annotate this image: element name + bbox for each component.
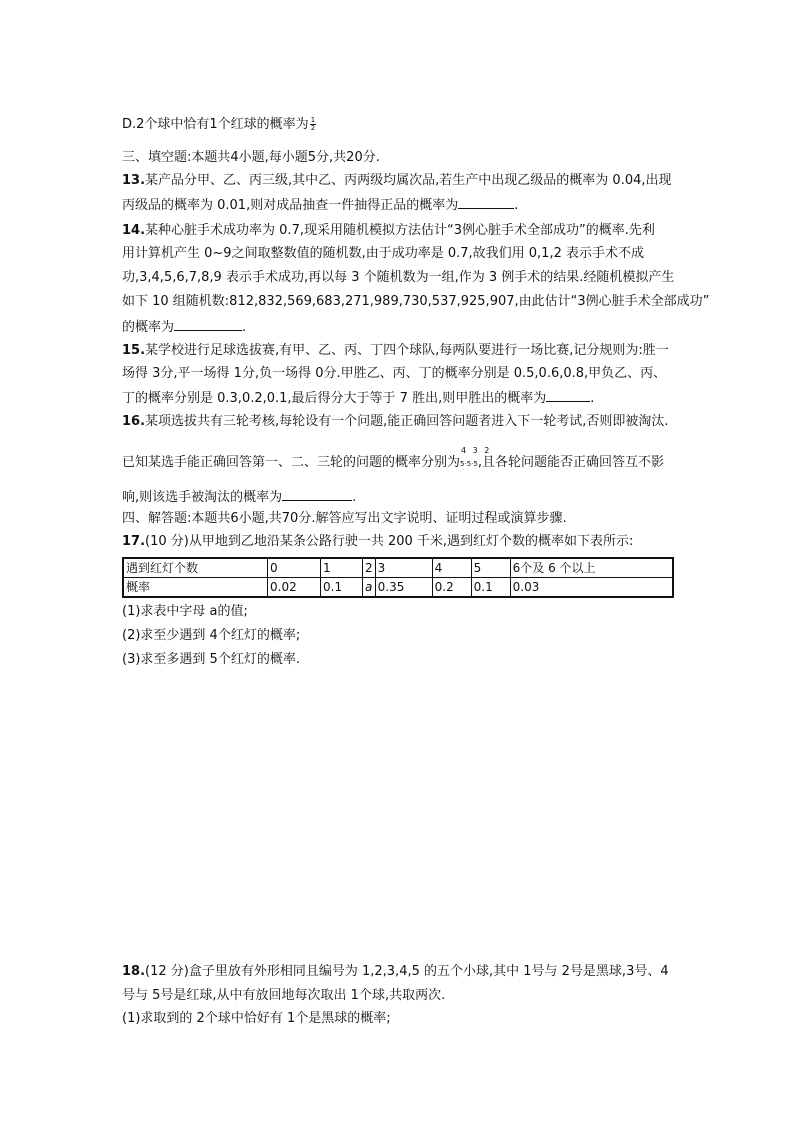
q18-line1: 18.(12 分)盒子里放有外形相同且编号为 1,2,3,4,5 的五个小球,其中 1号与 2号是黑球,3号、4 <box>122 964 669 979</box>
q15-line3: 丁的概率分别是 0.3,0.2,0.1,最后得分大于等于 7 胜出,则甲胜出的概率为 . <box>122 391 595 406</box>
q17-number: 17. <box>122 534 146 549</box>
q14-line2: 用计算机产生 0~9之间取整数值的随机数,由于成功率是 0.7,故我们用 0,1,2 表示手术不成 <box>122 246 644 261</box>
table-cell: 0.2 <box>432 578 471 598</box>
q16-answer-blank[interactable] <box>282 488 352 501</box>
q16-line2: 已知某选手能正确回答第一、二、三轮的问题的概率分别为 4 3 2 5·5·5,且各轮问题能否正确回答互不影 <box>122 446 664 470</box>
q17-intro: 17.(10 分)从甲地到乙地沿某条公路行驶一共 200 千米,遇到红灯个数的概率如下表所示: <box>122 534 634 549</box>
q14-line5: 的概率为 . <box>122 320 247 335</box>
q13-number: 13. <box>122 173 146 188</box>
fraction-one-half: $\frac{1}{2}$ <box>310 116 316 132</box>
q14-line4: 如下 10 组随机数:812,832,569,683,271,989,730,537,925,907,由此估计“3例心脏手术全部成功” <box>122 294 710 309</box>
q18-sub1: (1)求取到的 2个球中恰好有 1个是黑球的概率; <box>122 1011 391 1026</box>
table-cell: 0.1 <box>471 578 510 598</box>
section-4-header: 四、解答题:本题共6小题,共70分.解答应写出文字说明、证明过程或演算步骤. <box>122 511 567 526</box>
table-cell: 概率 <box>123 578 268 598</box>
q18-number: 18. <box>122 964 146 979</box>
q13-answer-blank[interactable] <box>458 196 514 209</box>
table-cell: 0.1 <box>321 578 363 598</box>
q14-number: 14. <box>122 223 146 238</box>
table-cell: a <box>363 578 376 598</box>
q14-line1: 14.某种心脏手术成功率为 0.7,现采用随机模拟方法估计“3例心脏手术全部成功”的概率.先利 <box>122 223 655 238</box>
q13-line2: 丙级品的概率为 0.01,则对成品抽查一件抽得正品的概率为 . <box>122 198 519 213</box>
q16-number: 16. <box>122 414 146 429</box>
table-cell: 5 <box>471 558 510 578</box>
red-light-probability-table <box>122 557 674 598</box>
q13-line1: 13.某产品分甲、乙、丙三级,其中乙、丙两级均属次品,若生产中出现乙级品的概率为 0.04,出现 <box>122 173 672 188</box>
q16-probabilities: 4 3 2 5·5·5 <box>460 446 492 468</box>
table-cell: 0.03 <box>510 578 673 598</box>
q17-sub3: (3)求至多遇到 5个红灯的概率. <box>122 652 300 667</box>
q16-line1: 16.某项选拔共有三轮考核,每轮设有一个问题,能正确回答问题者进入下一轮考试,否则即被淘汰. <box>122 414 669 429</box>
q15-number: 15. <box>122 343 146 358</box>
q15-line2: 场得 3分,平一场得 1分,负一场得 0分.甲胜乙、丙、丁的概率分别是 0.5,0.6,0.8,甲负乙、丙、 <box>122 366 667 381</box>
table-cell: 6个及 6 个以上 <box>510 558 673 578</box>
option-d <box>122 117 317 133</box>
q14-answer-blank[interactable] <box>174 318 242 331</box>
table-cell: 1 <box>321 558 363 578</box>
table-cell: 0.02 <box>268 578 321 598</box>
option-d-text: D.2个球中恰有1个红球的概率为 <box>122 117 309 132</box>
table-cell: 2 <box>363 558 376 578</box>
q15-line1: 15.某学校进行足球选拔赛,有甲、乙、丙、丁四个球队,每两队要进行一场比赛,记分规则为:胜一 <box>122 343 669 358</box>
q15-answer-blank[interactable] <box>546 389 590 402</box>
table-row-probability <box>123 578 673 598</box>
table-cell: 3 <box>375 558 432 578</box>
q18-line2: 号与 5号是红球,从中有放回地每次取出 1个球,共取两次. <box>122 988 446 1003</box>
q17-sub1: (1)求表中字母 a的值; <box>122 604 248 619</box>
table-row-header <box>123 558 673 578</box>
table-cell: 4 <box>432 558 471 578</box>
table-cell: 0.35 <box>375 578 432 598</box>
q14-line3: 功,3,4,5,6,7,8,9 表示手术成功,再以每 3 个随机数为一组,作为 3 例手术的结果.经随机模拟产生 <box>122 270 675 285</box>
table-cell: 0 <box>268 558 321 578</box>
table-cell: 遇到红灯个数 <box>123 558 268 578</box>
q17-sub2: (2)求至少遇到 4个红灯的概率; <box>122 628 301 643</box>
section-3-header: 三、填空题:本题共4小题,每小题5分,共20分. <box>122 150 380 165</box>
q16-line3: 响,则该选手被淘汰的概率为 . <box>122 490 357 505</box>
